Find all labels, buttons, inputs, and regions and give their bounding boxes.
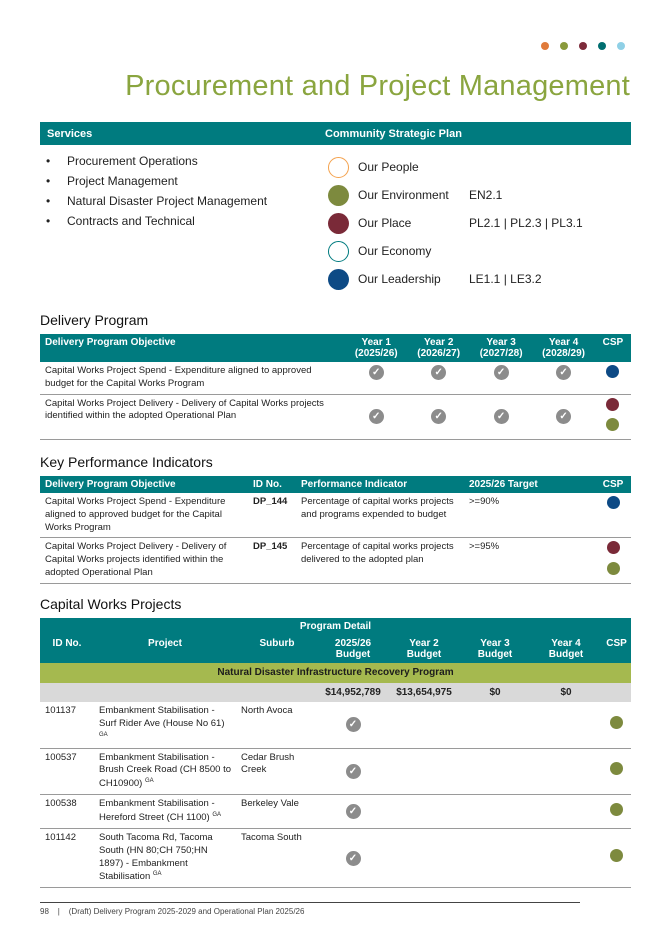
id-cell: 101142	[40, 828, 94, 887]
csp-name: Our People	[358, 160, 419, 174]
services-header	[40, 122, 631, 145]
col-year1: Year 1 (2025/26)	[345, 334, 407, 362]
objective-cell: Capital Works Project Delivery - Delivery of Capital Works projects identified within the adopted Operational Plan	[40, 394, 345, 440]
table-row	[40, 493, 631, 538]
environment-circle-icon	[328, 185, 349, 206]
check-icon: ✓	[494, 365, 509, 380]
col-budget4: Year 4 Budget	[530, 635, 602, 663]
service-item: • Procurement Operations	[40, 151, 323, 171]
delivery-table	[40, 334, 631, 440]
project-cell: South Tacoma Rd, Tacoma South (HN 80;CH 750;HN 1897) - Embankment Stabilisation $^{GA}$	[94, 828, 236, 887]
id-cell: DP_144	[248, 493, 296, 538]
environment-dot-icon	[610, 762, 623, 775]
indicator-cell: Percentage of capital works projects delivered to the adopted plan	[296, 538, 464, 584]
col-budget2: Year 2 Budget	[388, 635, 460, 663]
csp-codes: EN2.1	[469, 188, 503, 202]
check-icon: ✓	[556, 365, 571, 380]
col-csp: CSP	[595, 334, 631, 362]
total-budget3: $0	[460, 683, 530, 703]
suburb-cell: Berkeley Vale	[236, 795, 318, 829]
col-year4: Year 4 (2028/29)	[532, 334, 594, 362]
col-csp: CSP	[602, 635, 631, 663]
csp-name: Our Economy	[358, 244, 432, 258]
total-budget1: $14,952,789	[318, 683, 388, 703]
col-year3: Year 3 (2027/28)	[470, 334, 532, 362]
environment-dot-icon	[607, 562, 620, 575]
target-cell: >=90%	[464, 493, 595, 538]
csp-row-environment	[323, 181, 583, 209]
dot-lightblue	[617, 42, 625, 50]
col-project: Project	[94, 635, 236, 663]
csp-name: Our Place	[358, 216, 412, 230]
col-objective: Delivery Program Objective	[40, 334, 345, 362]
table-row	[40, 538, 631, 584]
csp-header-label: Community Strategic Plan	[325, 127, 462, 140]
project-cell: Embankment Stabilisation - Hereford Street (CH 1100) $^{GA}$	[94, 795, 236, 829]
place-dot-icon	[607, 541, 620, 554]
table-row	[40, 748, 631, 795]
project-cell: Embankment Stabilisation - Surf Rider Ave (House No 61) $^{GA}$	[94, 702, 236, 748]
program-detail-header: Program Detail	[40, 618, 631, 635]
table-row	[40, 702, 631, 748]
check-icon: ✓	[346, 804, 361, 819]
suburb-cell: Cedar Brush Creek	[236, 748, 318, 795]
id-cell: 100537	[40, 748, 94, 795]
place-dot-icon	[606, 398, 619, 411]
csp-list	[323, 145, 583, 293]
place-circle-icon	[328, 213, 349, 234]
check-icon: ✓	[346, 764, 361, 779]
objective-cell: Capital Works Project Delivery - Delivery of Capital Works projects identified within the adopted Operational Plan	[40, 538, 248, 584]
col-year2: Year 2 (2026/27)	[407, 334, 469, 362]
dot-orange	[541, 42, 549, 50]
col-budget1: 2025/26 Budget	[318, 635, 388, 663]
environment-dot-icon	[610, 803, 623, 816]
col-budget3: Year 3 Budget	[460, 635, 530, 663]
check-icon: ✓	[346, 851, 361, 866]
col-csp: CSP	[595, 476, 631, 493]
footer-text: (Draft) Delivery Program 2025-2029 and Operational Plan 2025/26	[68, 907, 305, 916]
col-id: ID No.	[248, 476, 296, 493]
dot-olive	[560, 42, 568, 50]
table-row	[40, 362, 631, 394]
capital-table	[40, 618, 631, 888]
footer-separator: |	[57, 907, 60, 916]
leadership-dot-icon	[606, 365, 619, 378]
table-row	[40, 828, 631, 887]
project-cell: Embankment Stabilisation - Brush Creek Road (CH 8500 to CH10900) $^{GA}$	[94, 748, 236, 795]
id-cell: 101137	[40, 702, 94, 748]
csp-row-economy	[323, 237, 583, 265]
services-header-label: Services	[47, 127, 93, 140]
csp-name: Our Leadership	[358, 272, 441, 286]
leadership-dot-icon	[607, 496, 620, 509]
col-objective: Delivery Program Objective	[40, 476, 248, 493]
csp-row-people	[323, 153, 583, 181]
check-icon: ✓	[431, 409, 446, 424]
totals-row	[40, 683, 631, 703]
col-id: ID No.	[40, 635, 94, 663]
environment-dot-icon	[610, 716, 623, 729]
id-cell: DP_145	[248, 538, 296, 584]
kpi-table	[40, 476, 631, 584]
total-budget2: $13,654,975	[388, 683, 460, 703]
objective-cell: Capital Works Project Spend - Expenditure aligned to approved budget for the Capital Works Program	[40, 493, 248, 538]
check-icon: ✓	[369, 365, 384, 380]
leadership-circle-icon	[328, 269, 349, 290]
check-icon: ✓	[346, 717, 361, 732]
check-icon: ✓	[369, 409, 384, 424]
economy-circle-icon	[328, 241, 349, 262]
csp-name: Our Environment	[358, 188, 449, 202]
col-target: 2025/26 Target	[464, 476, 595, 493]
col-suburb: Suburb	[236, 635, 318, 663]
services-section	[40, 122, 631, 293]
service-item: • Project Management	[40, 171, 323, 191]
check-icon: ✓	[494, 409, 509, 424]
check-icon: ✓	[556, 409, 571, 424]
page-title: Procurement and Project Management	[125, 70, 630, 102]
target-cell: >=95%	[464, 538, 595, 584]
suburb-cell: North Avoca	[236, 702, 318, 748]
service-item: • Natural Disaster Project Management	[40, 191, 323, 211]
capital-heading: Capital Works Projects	[40, 596, 182, 612]
people-circle-icon	[328, 157, 349, 178]
table-row	[40, 394, 631, 440]
dot-teal	[598, 42, 606, 50]
environment-dot-icon	[606, 418, 619, 431]
program-name: Natural Disaster Infrastructure Recovery Program	[40, 663, 631, 683]
total-budget4: $0	[530, 683, 602, 703]
objective-cell: Capital Works Project Spend - Expenditure aligned to approved budget for the Capital Works Program	[40, 362, 345, 394]
dot-maroon	[579, 42, 587, 50]
indicator-cell: Percentage of capital works projects and programs expended to budget	[296, 493, 464, 538]
kpi-heading: Key Performance Indicators	[40, 454, 213, 470]
service-item: • Contracts and Technical	[40, 211, 323, 231]
delivery-heading: Delivery Program	[40, 312, 149, 328]
col-indicator: Performance Indicator	[296, 476, 464, 493]
environment-dot-icon	[610, 849, 623, 862]
csp-row-leadership	[323, 265, 583, 293]
id-cell: 100538	[40, 795, 94, 829]
csp-codes: PL2.1 | PL2.3 | PL3.1	[469, 216, 583, 230]
check-icon: ✓	[431, 365, 446, 380]
services-list	[40, 145, 323, 293]
csp-codes: LE1.1 | LE3.2	[469, 272, 542, 286]
page-footer	[40, 902, 580, 916]
table-row	[40, 795, 631, 829]
decorative-dots	[541, 42, 625, 50]
page-number: 98	[40, 907, 49, 916]
csp-row-place	[323, 209, 583, 237]
suburb-cell: Tacoma South	[236, 828, 318, 887]
